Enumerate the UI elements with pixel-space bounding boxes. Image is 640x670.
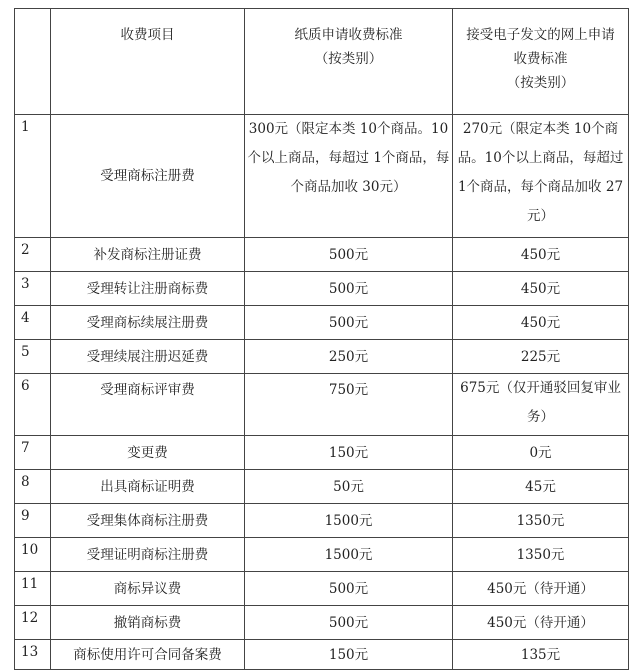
row-number: 7 xyxy=(15,436,51,470)
row-paper-fee: 300元（限定本类 10个商品。10个以上商品，每超过 1个商品，每个商品加收 30元） xyxy=(245,115,453,238)
row-paper-fee: 1500元 xyxy=(245,504,453,538)
row-paper-fee: 500元 xyxy=(245,272,453,306)
row-item: 受理商标注册费 xyxy=(51,115,245,238)
table-row xyxy=(15,538,629,572)
row-paper-fee: 500元 xyxy=(245,572,453,606)
row-item: 受理转让注册商标费 xyxy=(51,272,245,306)
row-online-fee: 675元（仅开通驳回复审业务） xyxy=(453,374,629,436)
table-row xyxy=(15,340,629,374)
row-item: 补发商标注册证费 xyxy=(51,238,245,272)
row-paper-fee: 1500元 xyxy=(245,538,453,572)
row-online-fee: 450元 xyxy=(453,238,629,272)
table-row xyxy=(15,436,629,470)
table-row xyxy=(15,272,629,306)
row-number: 13 xyxy=(15,640,51,670)
row-online-fee: 135元 xyxy=(453,640,629,670)
header-number-cell xyxy=(15,9,51,115)
row-number: 10 xyxy=(15,538,51,572)
fee-table xyxy=(14,8,629,670)
row-number: 1 xyxy=(15,115,51,238)
row-item: 受理商标续展注册费 xyxy=(51,306,245,340)
row-item: 变更费 xyxy=(51,436,245,470)
header-paper-cell: 纸质申请收费标准 （按类别） xyxy=(245,9,453,115)
table-row xyxy=(15,606,629,640)
row-online-fee: 450元 xyxy=(453,306,629,340)
row-item: 受理商标评审费 xyxy=(51,374,245,436)
row-number: 6 xyxy=(15,374,51,436)
row-online-fee: 270元（限定本类 10个商品。10个以上商品，每超过 1个商品，每个商品加收 27元） xyxy=(453,115,629,238)
row-paper-fee: 500元 xyxy=(245,606,453,640)
row-item: 撤销商标费 xyxy=(51,606,245,640)
row-paper-fee: 500元 xyxy=(245,306,453,340)
table-row xyxy=(15,470,629,504)
row-number: 11 xyxy=(15,572,51,606)
row-item: 受理证明商标注册费 xyxy=(51,538,245,572)
table-row xyxy=(15,504,629,538)
row-number: 4 xyxy=(15,306,51,340)
row-number: 3 xyxy=(15,272,51,306)
header-online-cell: 接受电子发文的网上申请 收费标准 （按类别） xyxy=(453,9,629,115)
row-number: 9 xyxy=(15,504,51,538)
row-number: 12 xyxy=(15,606,51,640)
row-item: 商标异议费 xyxy=(51,572,245,606)
row-item: 商标使用许可合同备案费 xyxy=(51,640,245,670)
table-row xyxy=(15,640,629,670)
row-online-fee: 450元（待开通） xyxy=(453,606,629,640)
row-paper-fee: 750元 xyxy=(245,374,453,436)
row-online-fee: 1350元 xyxy=(453,504,629,538)
row-online-fee: 450元（待开通） xyxy=(453,572,629,606)
table-row xyxy=(15,374,629,436)
row-number: 5 xyxy=(15,340,51,374)
row-item: 受理集体商标注册费 xyxy=(51,504,245,538)
row-paper-fee: 500元 xyxy=(245,238,453,272)
table-row xyxy=(15,238,629,272)
row-online-fee: 1350元 xyxy=(453,538,629,572)
row-number: 2 xyxy=(15,238,51,272)
table-row xyxy=(15,306,629,340)
row-online-fee: 225元 xyxy=(453,340,629,374)
row-online-fee: 0元 xyxy=(453,436,629,470)
row-paper-fee: 250元 xyxy=(245,340,453,374)
row-online-fee: 45元 xyxy=(453,470,629,504)
row-online-fee: 450元 xyxy=(453,272,629,306)
row-item: 受理续展注册迟延费 xyxy=(51,340,245,374)
row-item: 出具商标证明费 xyxy=(51,470,245,504)
table-header-row xyxy=(15,9,629,115)
header-item-cell: 收费项目 xyxy=(51,9,245,115)
table-row xyxy=(15,115,629,238)
row-paper-fee: 150元 xyxy=(245,640,453,670)
row-paper-fee: 150元 xyxy=(245,436,453,470)
row-number: 8 xyxy=(15,470,51,504)
row-paper-fee: 50元 xyxy=(245,470,453,504)
table-row xyxy=(15,572,629,606)
